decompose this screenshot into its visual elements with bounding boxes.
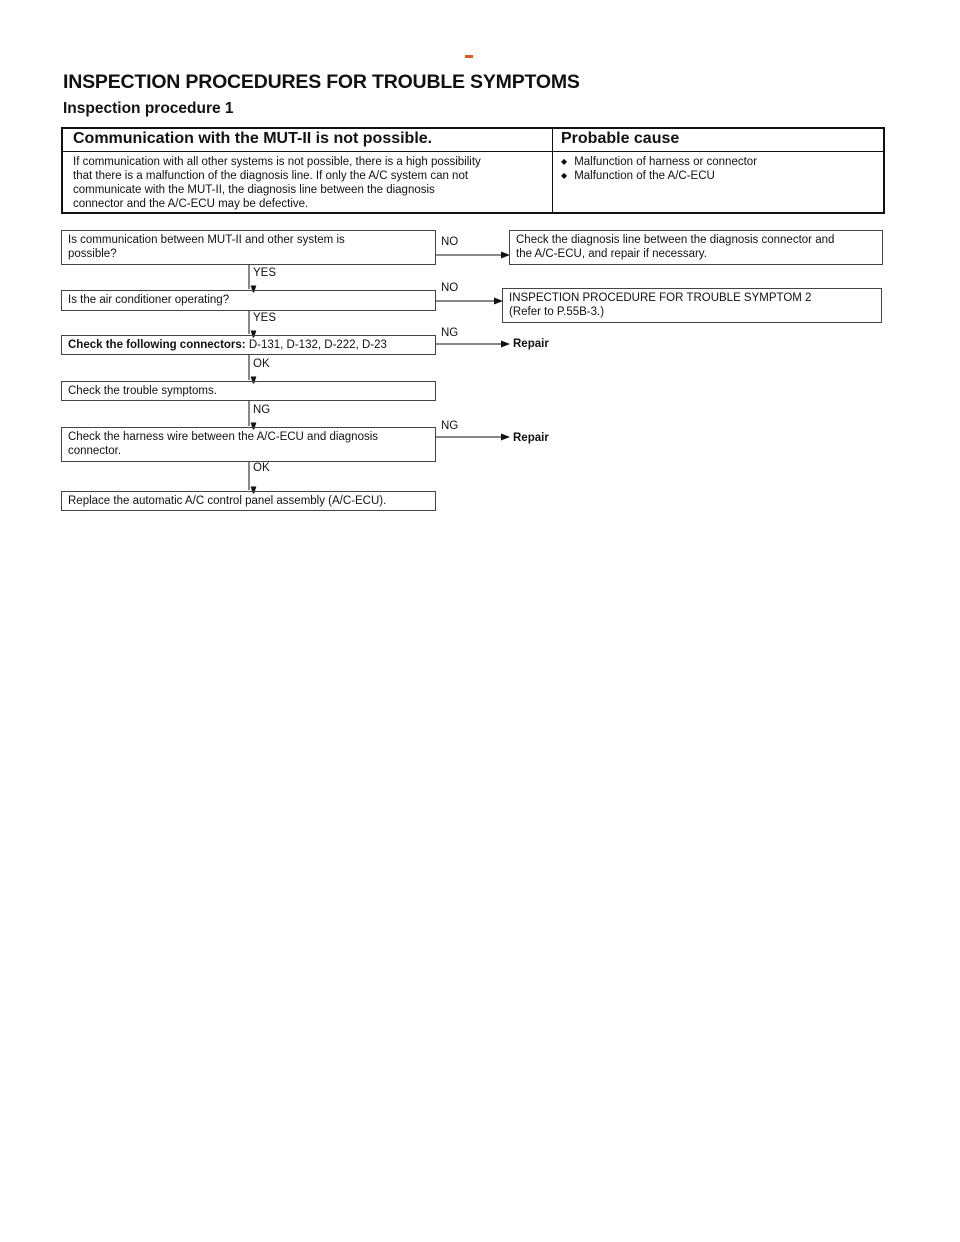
flow-step-2: Is the air conditioner operating? (61, 290, 436, 311)
flow-step-3: Check the following connectors: D-131, D-132, D-222, D-23 (61, 335, 436, 355)
flow-step-6: Replace the automatic A/C control panel assembly (A/C-ECU). (61, 491, 436, 511)
flow-step-4: Check the trouble symptoms. (61, 381, 436, 401)
procedure-subtitle: Inspection procedure 1 (63, 100, 234, 117)
flow-step-1: Is communication between MUT-II and other system is possible? (61, 230, 436, 265)
step1-no-label: NO (441, 236, 459, 248)
diamond-bullet-icon: ◆ (561, 171, 568, 180)
description-line: connector and the A/C-ECU may be defective. (73, 198, 309, 210)
step1-no-result: Check the diagnosis line between the diagnosis connector and the A/C-ECU, and repair if necessary. (509, 230, 883, 265)
step3-repair-result: Repair (513, 338, 549, 350)
step1-yes-label: YES (253, 267, 277, 279)
diamond-bullet-icon: ◆ (561, 157, 568, 166)
step5-ng-label: NG (441, 420, 459, 432)
flow-step-5: Check the harness wire between the A/C-ECU and diagnosis connector. (61, 427, 436, 462)
step3-ng-label: NG (441, 327, 459, 339)
step2-yes-label: YES (253, 312, 277, 324)
probable-cause-header: Probable cause (561, 130, 680, 147)
step2-no-label: NO (441, 282, 459, 294)
list-item: ◆ Malfunction of harness or connector (561, 156, 758, 168)
description-line: communicate with the MUT-II, the diagnosis line between the diagnosis (73, 184, 435, 196)
step3-ok-label: OK (253, 358, 270, 370)
step5-repair-result: Repair (513, 432, 549, 444)
step5-ok-label: OK (253, 462, 270, 474)
symptom-header: Communication with the MUT-II is not possible. (73, 130, 433, 147)
step2-no-result: INSPECTION PROCEDURE FOR TROUBLE SYMPTOM 2 (Refer to P.55B-3.) (502, 288, 882, 323)
step4-ng-label: NG (253, 404, 271, 416)
list-item: ◆ Malfunction of the A/C-ECU (561, 170, 715, 182)
description-line: If communication with all other systems is not possible, there is a high possibility (73, 156, 481, 168)
page-title: INSPECTION PROCEDURES FOR TROUBLE SYMPTOMS (63, 71, 580, 93)
description-line: that there is a malfunction of the diagnosis line. If only the A/C system can not (73, 170, 469, 182)
